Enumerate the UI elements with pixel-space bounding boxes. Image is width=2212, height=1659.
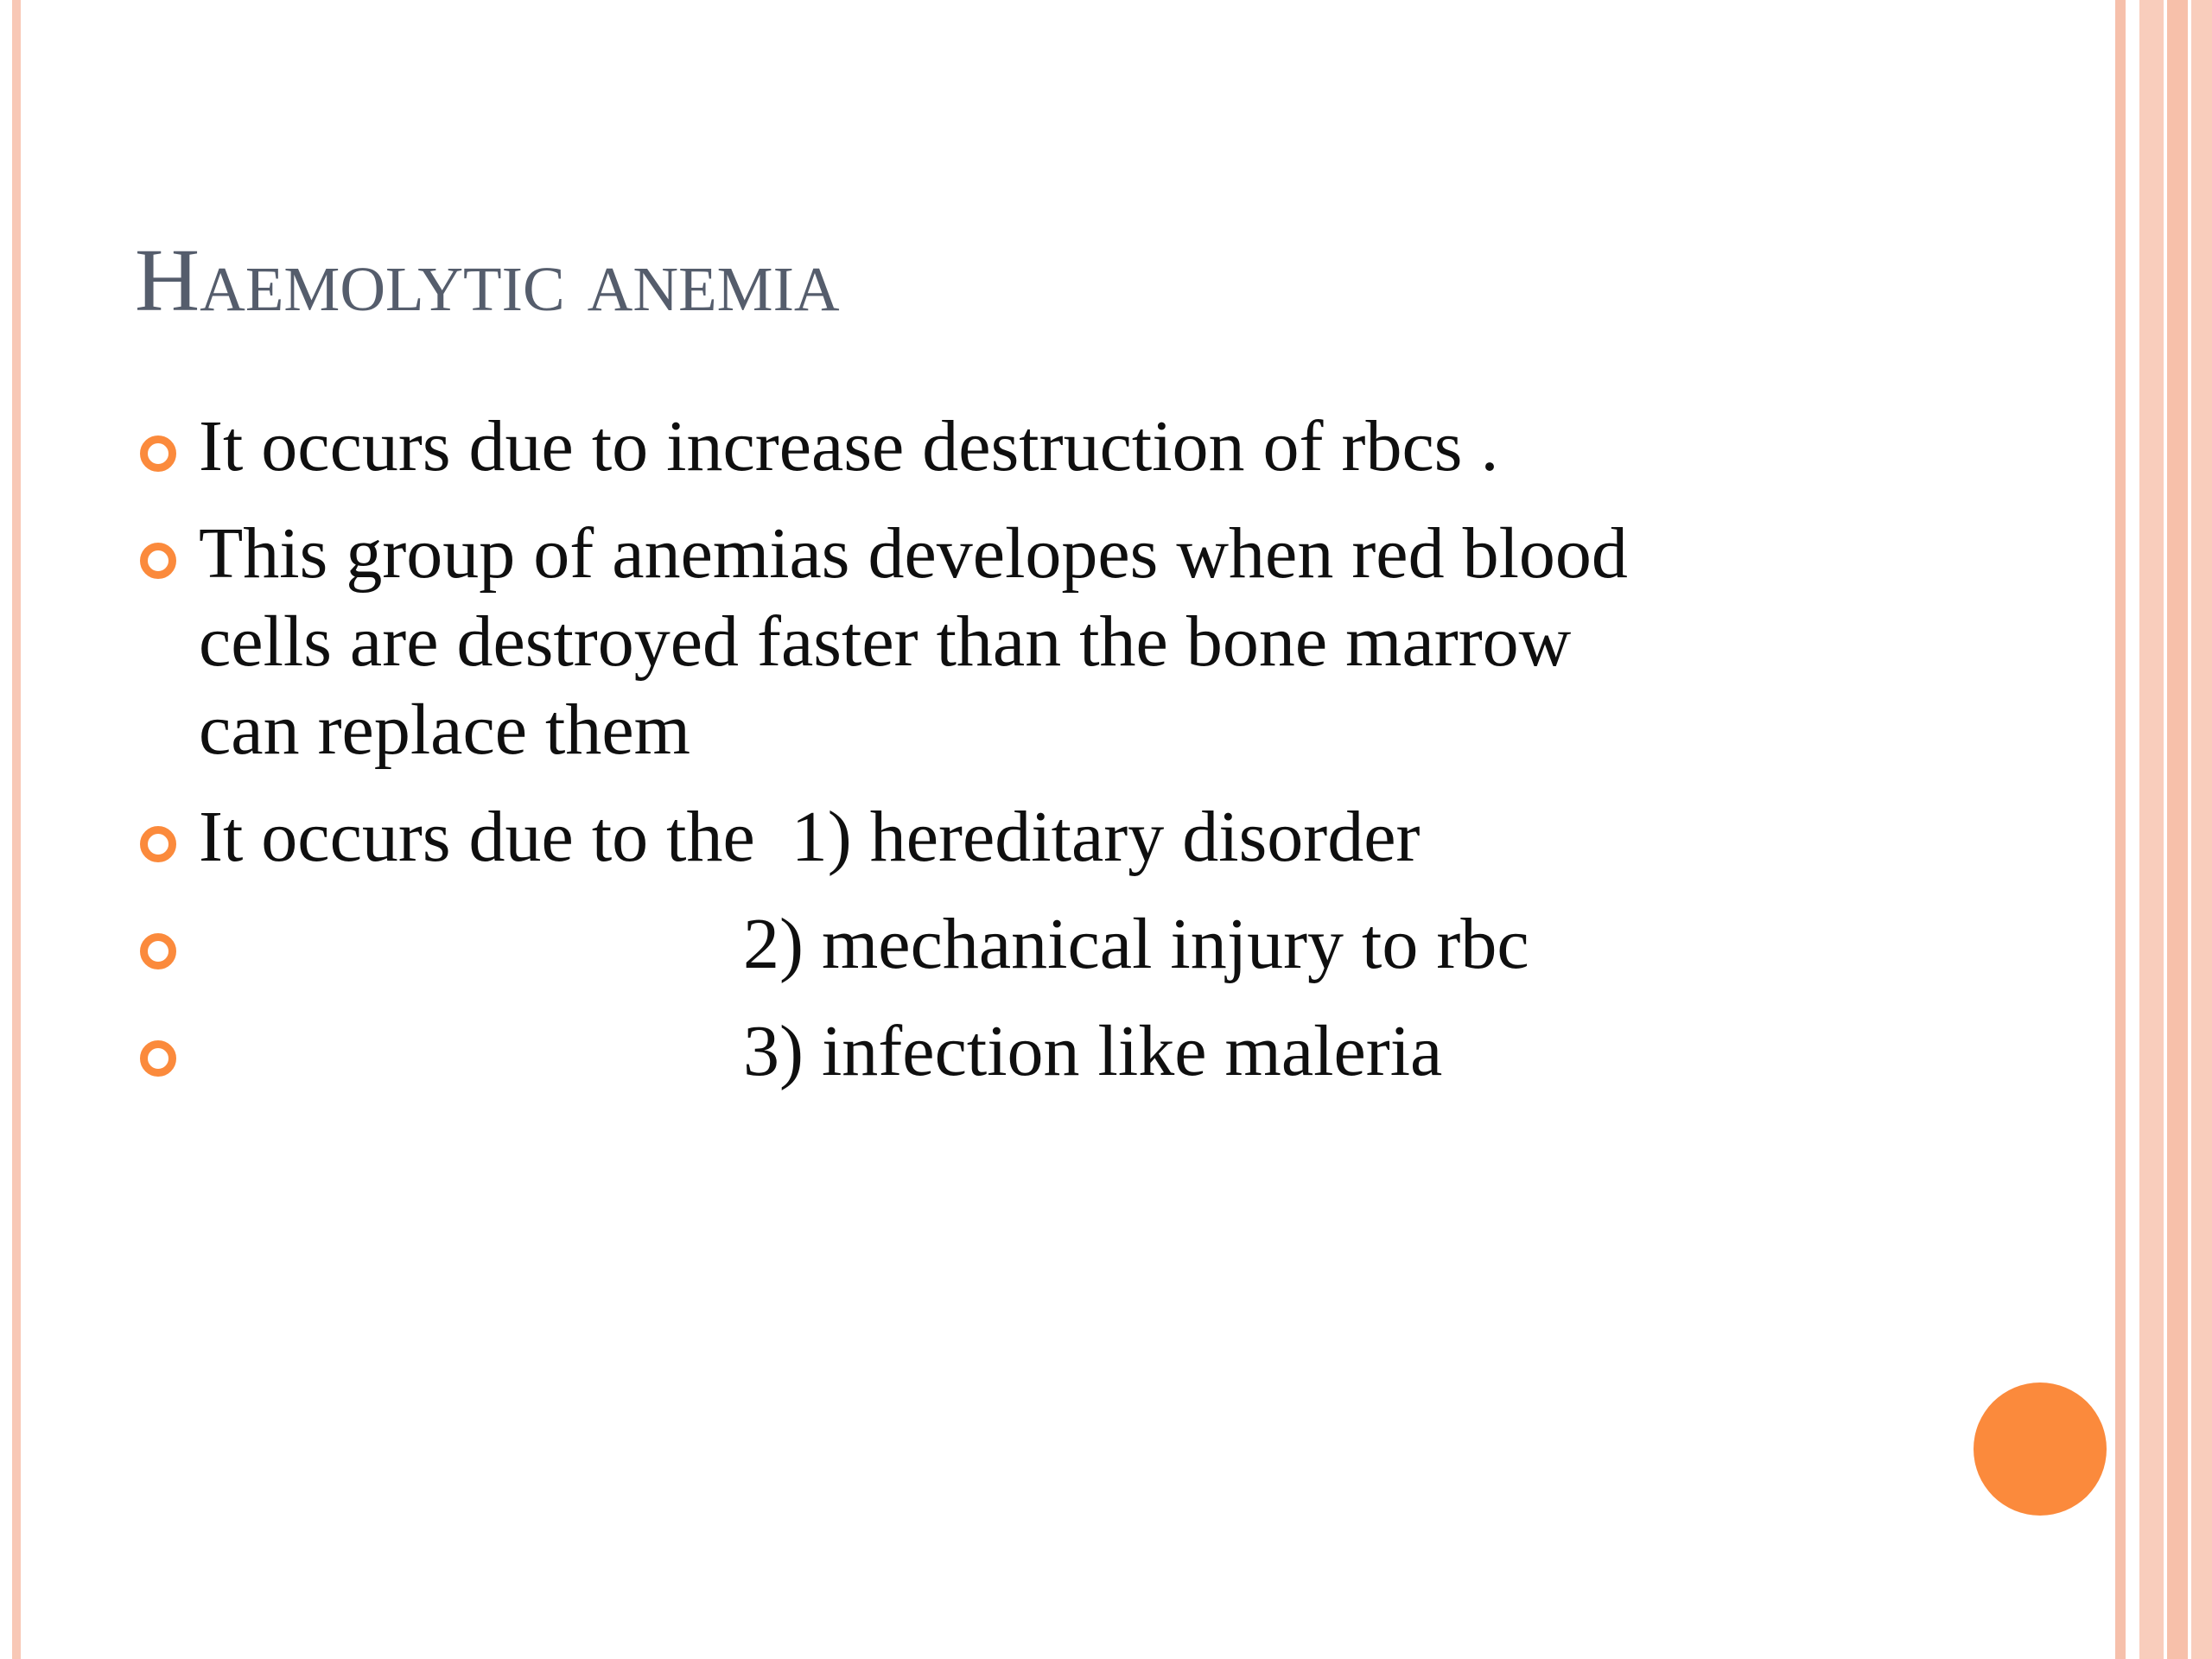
bullet-text: It occurs due to increase destruction of rbcs . xyxy=(199,406,1499,486)
bullet-ring-icon xyxy=(140,1040,176,1077)
bullet-ring-icon xyxy=(140,826,176,862)
slide-title: Haemolytic anemia xyxy=(135,231,840,330)
bullet-ring-icon xyxy=(140,933,176,969)
bullet-text: This group of anemias developes when red blood cells are destroyed faster than the bone marrow can replace them xyxy=(199,513,1628,770)
bullet-ring-icon xyxy=(140,543,176,579)
decorative-orange-circle xyxy=(1974,1382,2107,1516)
bullet-text: 2) mechanical injury to rbc xyxy=(199,904,1529,984)
bullet-ring-icon xyxy=(140,435,176,472)
bullet-text: 3) infection like maleria xyxy=(199,1011,1443,1091)
bullet-text: It occurs due to the 1) hereditary disorder xyxy=(199,797,1421,877)
